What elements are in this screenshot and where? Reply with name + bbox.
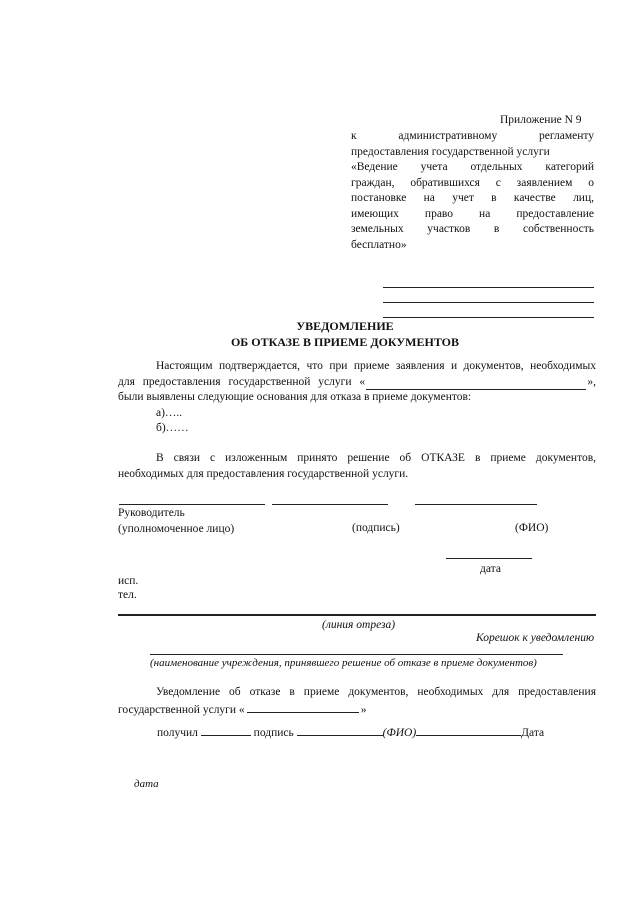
date-caption: дата [480, 563, 501, 575]
appendix-line: «Ведение учета отдельных категорий [351, 161, 594, 174]
role-line1: Руководитель [118, 507, 185, 519]
appendix-line: бесплатно» [351, 238, 407, 251]
appendix-block [351, 129, 594, 253]
doc-heading-line2: ОБ ОТКАЗЕ В ПРИЕМЕ ДОКУМЕНТОВ [230, 335, 460, 350]
paragraph-2-line1: В связи с изложенным принято решение об ОТКАЗЕ в приеме документов, [156, 452, 596, 464]
received-label: получил [157, 727, 198, 739]
paragraph-1-close-quote: », [587, 375, 596, 388]
paragraph-1-line3: были выявлены следующие основания для отказа в приеме документов: [118, 391, 472, 404]
cut-line [118, 614, 596, 616]
stub-line2 [118, 701, 596, 719]
signature-caption: (подпись) [352, 522, 400, 534]
signature-blank-line [272, 504, 388, 505]
paragraph-2 [118, 451, 596, 482]
doc-heading-line1: УВЕДОМЛЕНИЕ [296, 319, 394, 333]
doc-heading [200, 318, 490, 350]
bottom-date: дата [134, 778, 159, 790]
role-line2: (уполномоченное лицо) [118, 522, 235, 535]
stub-service-blank [247, 701, 359, 713]
stub-close-quote: » [360, 703, 367, 716]
role-blank-line [119, 504, 265, 505]
name-blank-line [415, 504, 537, 505]
reason-item-b: б)…… [156, 422, 189, 435]
phone-label: тел. [118, 589, 137, 601]
paragraph-1-line1: Настоящим подтверждается, что при приеме заявления и документов, необходимых [156, 360, 596, 372]
paragraph-1-line2 [118, 375, 596, 391]
reason-item-a: а)….. [156, 406, 183, 419]
appendix-line: к административному регламенту [351, 130, 594, 142]
stub-name-label: (ФИО) [382, 727, 417, 739]
addressee-line [383, 302, 594, 303]
stub-name-blank [416, 724, 521, 736]
institution-blank-line [150, 654, 563, 655]
name-caption: (ФИО) [515, 522, 549, 534]
appendix-title: Приложение N 9 [500, 114, 582, 126]
stub-signature-label: подпись [253, 727, 294, 739]
received-blank [201, 724, 251, 736]
appendix-line: земельных участков в собственность [351, 223, 594, 236]
institution-caption: (наименование учреждения, принявшего решение об отказе в приеме документов) [150, 657, 537, 669]
stub-line1: Уведомление об отказе в приеме документов, необходимых для предоставления [156, 686, 596, 698]
stub-date-label: Дата [521, 727, 545, 739]
stub-paragraph [118, 685, 596, 718]
appendix-line: граждан, обратившихся с заявлением о [351, 176, 594, 189]
executor-label: исп. [118, 575, 139, 587]
received-row [157, 724, 544, 742]
paragraph-1 [118, 359, 596, 437]
addressee-line [383, 287, 594, 288]
stub-signature-blank [297, 724, 383, 736]
paragraph-1-service-label: для предоставления государственной услуги « [118, 375, 366, 388]
stub-service-label: государственной услуги « [118, 703, 245, 716]
appendix-line: имеющих право на предоставление [351, 207, 594, 220]
stub-title: Корешок к уведомлению [476, 632, 595, 644]
role-label [118, 506, 234, 537]
appendix-line: предоставления государственной услуги [351, 145, 550, 158]
paragraph-2-line2: необходимых для предоставления государственной услуги. [118, 467, 409, 480]
date-blank-line [446, 558, 532, 559]
cut-caption: (линия отреза) [322, 619, 396, 631]
appendix-line: постановке на учет в качестве лиц, [351, 192, 594, 205]
service-name-blank [366, 378, 586, 390]
